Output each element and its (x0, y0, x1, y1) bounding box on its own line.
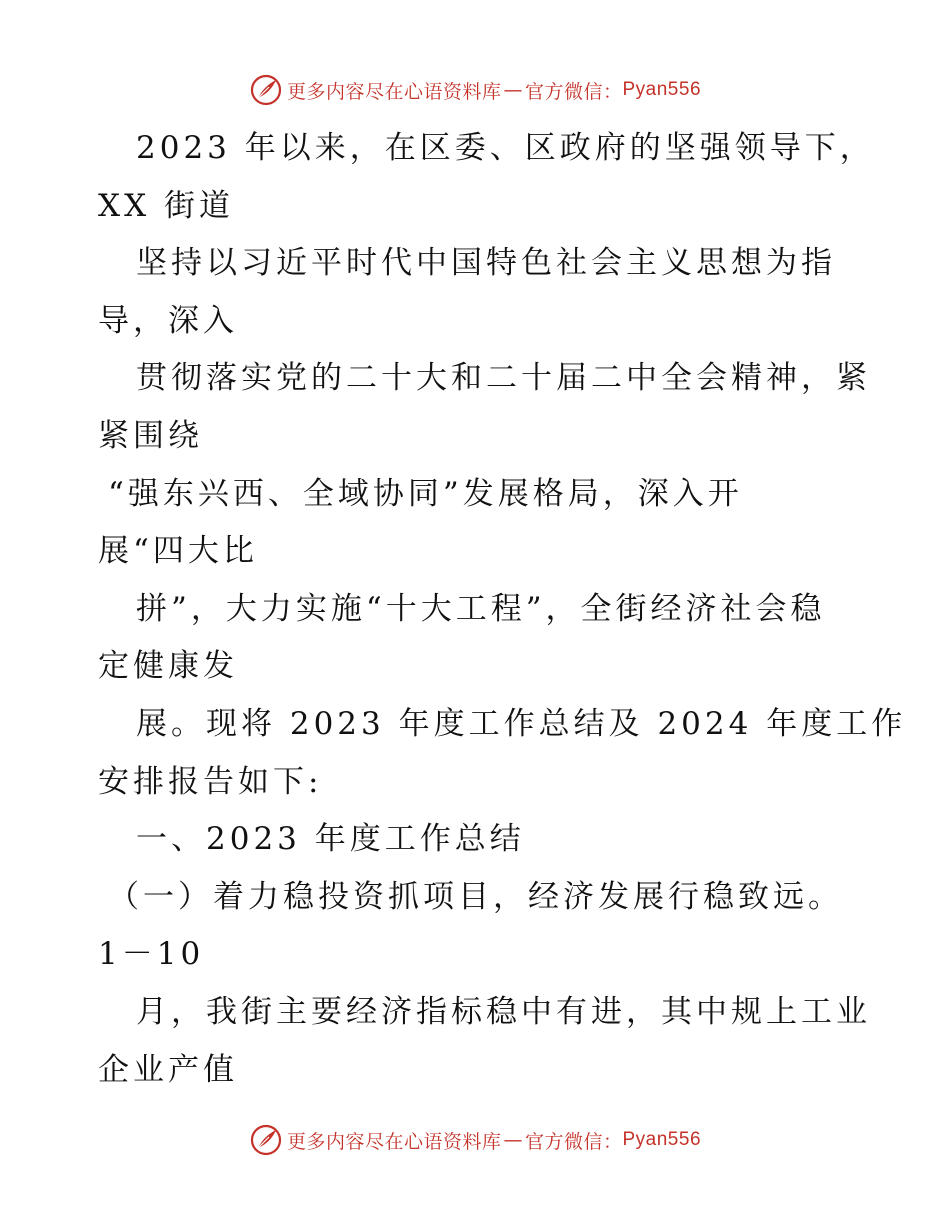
body-line: 企业产值 (98, 1051, 238, 1088)
watermark-dash: — (503, 1129, 523, 1151)
body-line: 紧围绕 (98, 417, 203, 454)
body-line: 安排报告如下: (98, 763, 323, 800)
watermark-text: 更多内容尽在心语资料库 (286, 1130, 502, 1153)
watermark-wechat-id: Pyan556 (622, 79, 702, 100)
watermark-footer (0, 1120, 950, 1160)
body-line: 定健康发 (98, 648, 238, 685)
body-line: 2023 年以来，在区委、区政府的坚强领导下， (136, 130, 875, 166)
watermark-header (0, 70, 950, 110)
body-line: 1－10 (98, 936, 205, 973)
subsection-heading: （一）着力稳投资抓项目，经济发展行稳致远。 (108, 878, 843, 915)
body-line: 拼”，大力实施“十大工程”，全街经济社会稳 (136, 590, 826, 627)
body-line: 导，深入 (98, 302, 238, 339)
body-line: 展。现将 2023 年度工作总结及 2024 年度工作 (136, 705, 907, 742)
body-line: 贯彻落实党的二十大和二十届二中全会精神，紧 (136, 360, 871, 397)
document-body (98, 120, 907, 1099)
watermark-dash: — (503, 79, 523, 101)
feather-pen-icon (249, 73, 283, 107)
feather-pen-icon (249, 1123, 283, 1157)
body-line: “强东兴西、全域协同”发展格局，深入开 (108, 475, 743, 512)
body-line: XX 街道 (98, 187, 234, 224)
body-line: 展“四大比 (98, 533, 258, 570)
body-line: 月，我街主要经济指标稳中有进，其中规上工业 (136, 993, 871, 1030)
section-heading: 一、2023 年度工作总结 (136, 821, 525, 858)
body-line: 坚持以习近平时代中国特色社会主义思想为指 (136, 245, 836, 282)
watermark-wechat-label: 官方微信： (524, 80, 623, 103)
watermark-wechat-id: Pyan556 (622, 1129, 702, 1150)
watermark-wechat-label: 官方微信： (524, 1130, 623, 1153)
watermark-text: 更多内容尽在心语资料库 (286, 80, 502, 103)
